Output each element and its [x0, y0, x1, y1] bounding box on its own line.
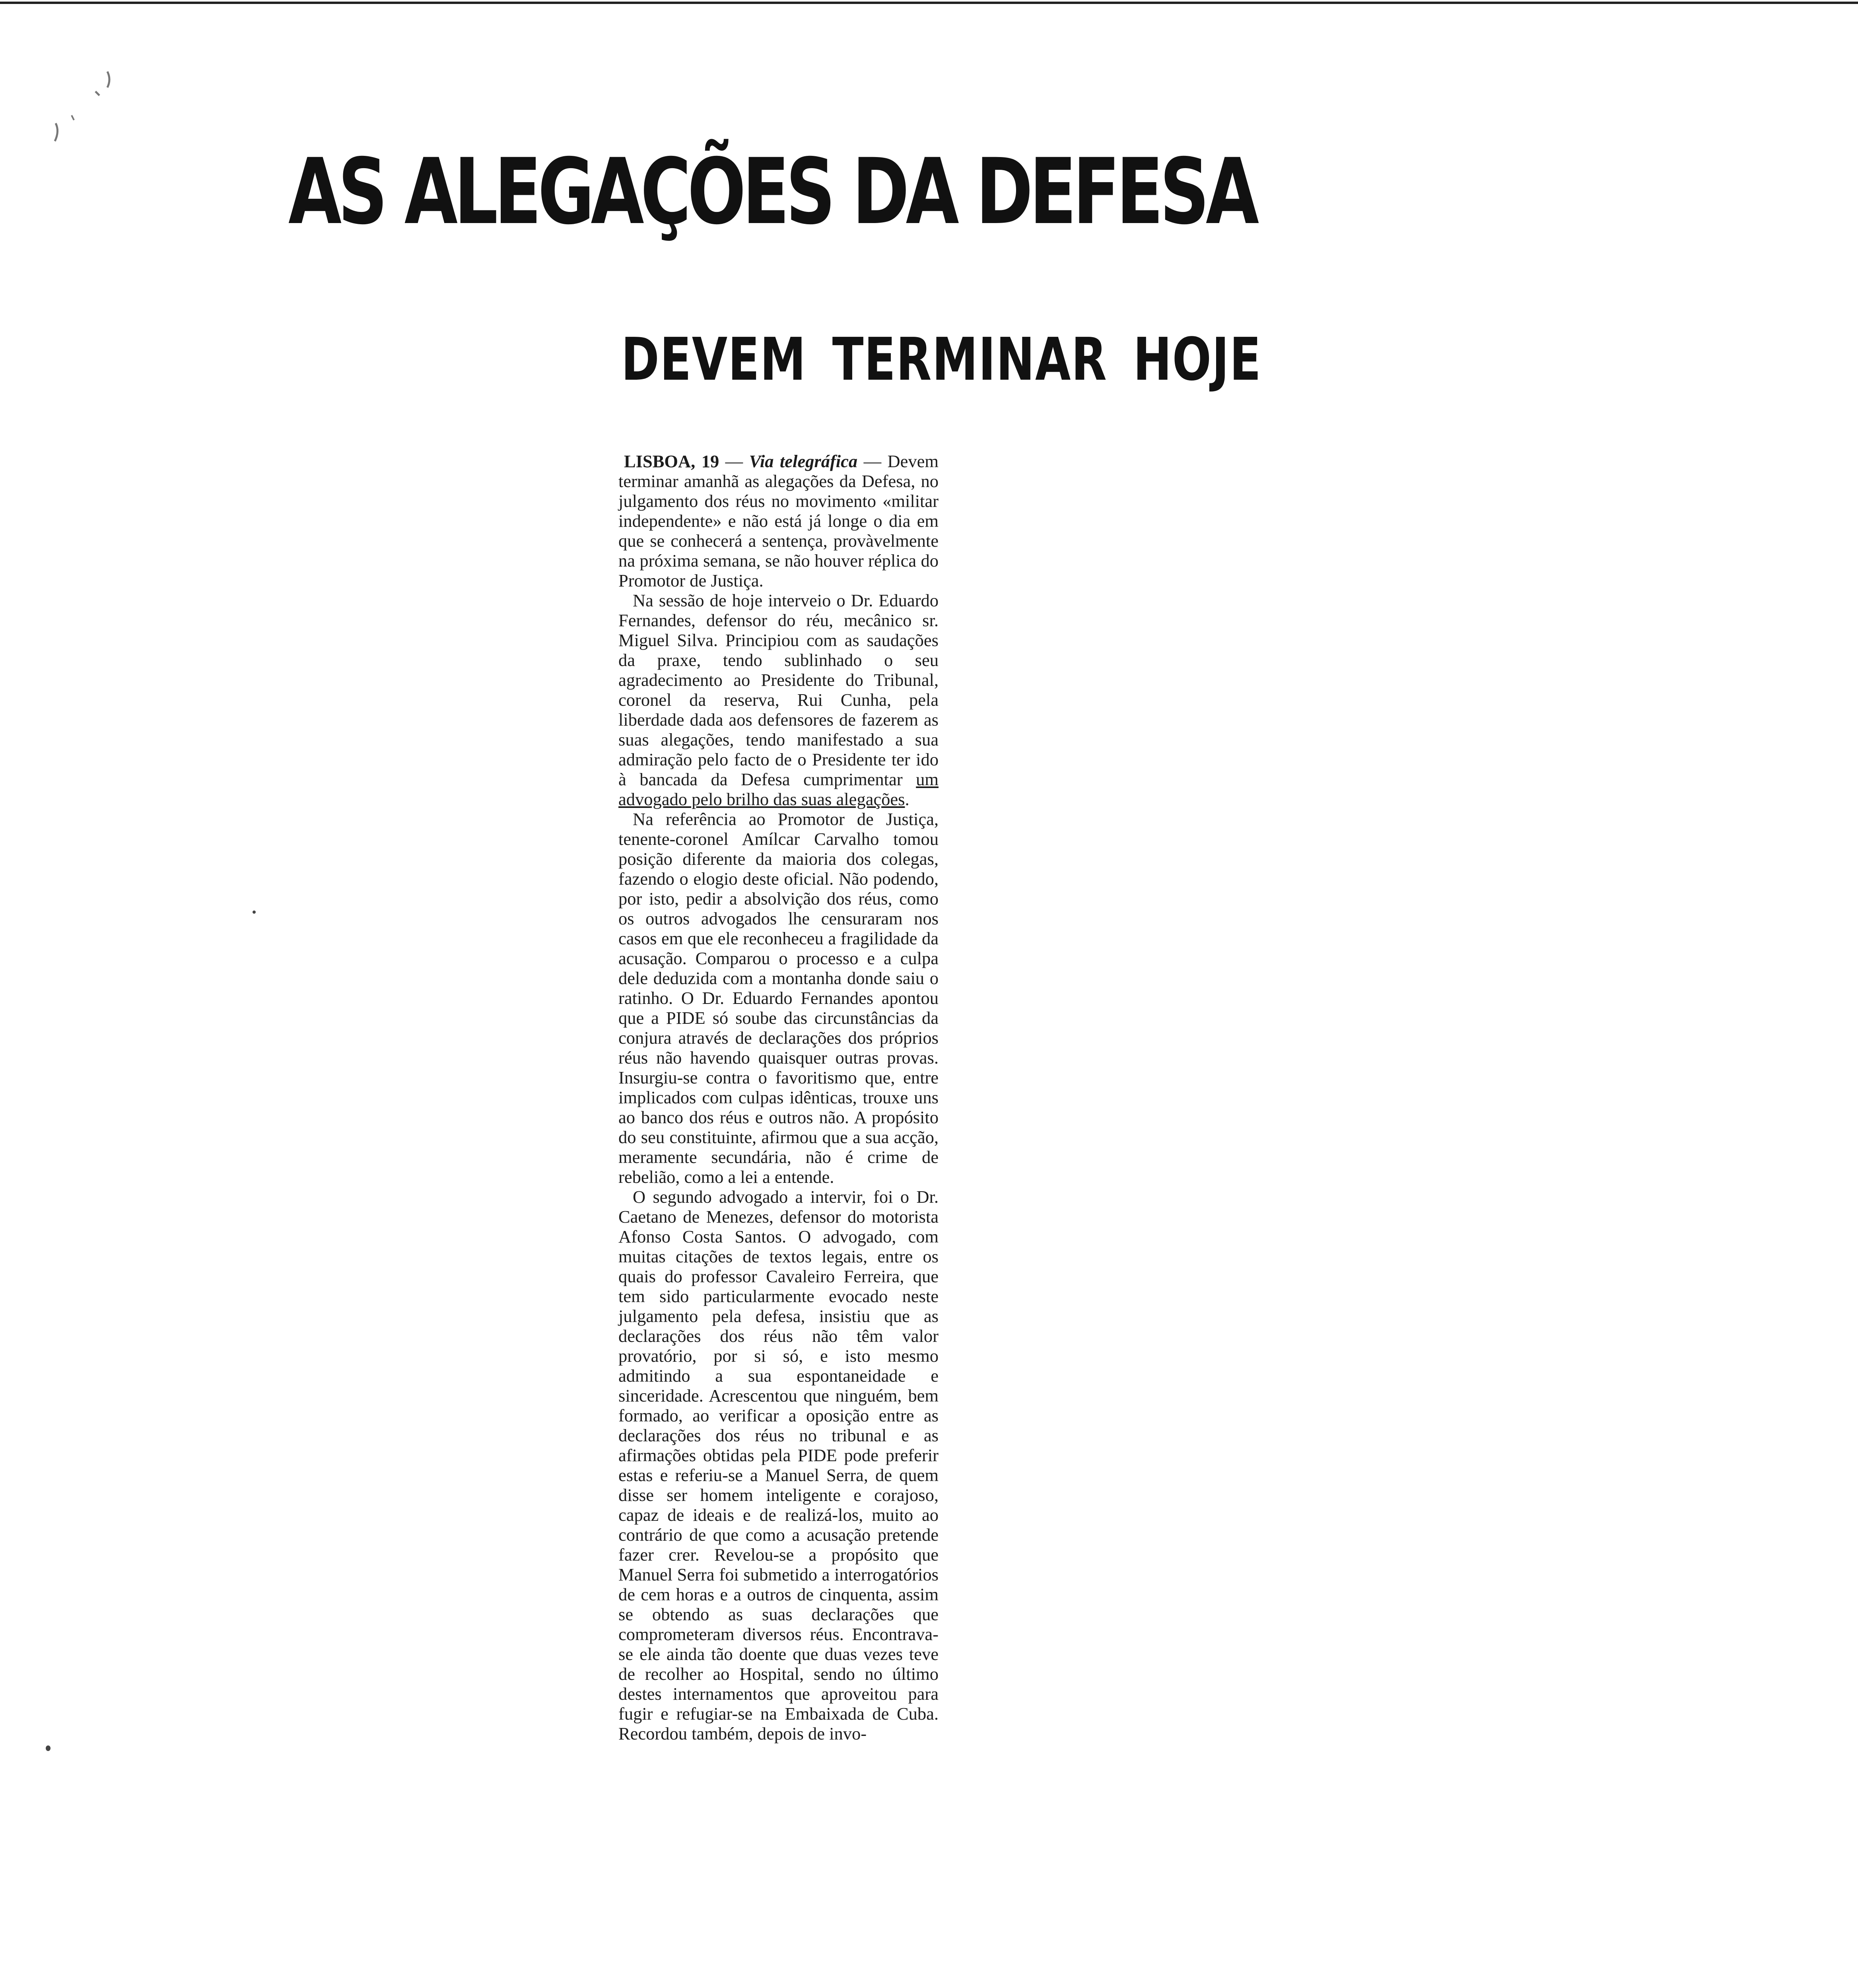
- headline: AS ALEGAÇÕES DA DEFESA: [288, 139, 1256, 245]
- article-body: [618, 451, 939, 1743]
- paragraph-4: O segundo advogado a intervir, foi o Dr. Caetano de Menezes, defensor do motorista Afonso Costa Santos. O advogado, com muitas citações de textos legais, entre os quais do professor Cavaleiro Ferreira, que tem sido particularmente evocado neste julgamento pela defesa, insistiu que as declarações dos réus não têm valor provatório, por si só, e isto mesmo admitindo a sua espontaneidade e sinceridade. Acrescentou que ninguém, bem formado, ao verificar a oposição entre as declarações dos réus no tribunal e as afirmações obtidas pela PIDE pode preferir estas e referiu-se a Manuel Serra, de quem disse ser homem inteligente e corajoso, capaz de ideais e de realizá-los, muito ao contrário de que como a acusação pretende fazer crer. Revelou-se a propósito que Manuel Serra foi submetido a interrogatórios de cem horas e a outros de cinquenta, assim se obtendo as suas declarações que comprometeram diversos réus. Encontrava-se ele ainda tão doente que duas vezes teve de recolher ao Hospital, sendo no último destes internamentos que aproveitou para fugir e refugiar-se na Embaixada de Cuba. Recordou também, depois de invo-: [618, 1187, 939, 1743]
- source-credit: Via telegráfica: [749, 451, 858, 471]
- top-border-line: [0, 2, 1858, 4]
- underlined-passage: um advogado pelo brilho das suas alegações: [618, 769, 939, 809]
- dateline: LISBOA, 19: [624, 451, 719, 471]
- dateline-dash: —: [719, 451, 749, 471]
- paragraph-1-text: — Devem terminar amanhã as alegações da Defesa, no julgamento dos réus no movimento «militar independente» e não está já longe o dia em que se conhecerá a sentença, provàvelmente na próxima semana, se não houver réplica do Promotor de Justiça.: [618, 451, 939, 590]
- scan-speck: [46, 1745, 51, 1751]
- paragraph-2: [618, 590, 939, 809]
- pencil-marks: [48, 56, 127, 151]
- paragraph-3: Na referência ao Promotor de Justiça, tenente-coronel Amílcar Carvalho tomou posição diferente da maioria dos colegas, fazendo o elogio deste oficial. Não podendo, por isto, pedir a absolvição dos réus, como os outros advogados lhe censuraram nos casos em que ele reconheceu a fragilidade da acusação. Comparou o processo e a culpa dele deduzida com a montanha donde saiu o ratinho. O Dr. Eduardo Fernandes apontou que a PIDE só soube das circunstâncias da conjura através de declarações dos próprios réus não havendo quaisquer outras provas. Insurgiu-se contra o favoritismo que, entre implicados com culpas idênticas, trouxe uns ao banco dos réus e outros não. A propósito do seu constituinte, afirmou que a sua acção, meramente secundária, não é crime de rebelião, como a lei a entende.: [618, 809, 939, 1187]
- paragraph-2-end: .: [905, 789, 910, 809]
- paragraph-2-text: Na sessão de hoje interveio o Dr. Eduardo Fernandes, defensor do réu, mecânico sr. Miguel Silva. Principiou com as saudações da praxe, tendo sublinhado o seu agradecimento ao Presidente do Tribunal, coronel da reserva, Rui Cunha, pela liberdade dada aos defensores de fazerem as suas alegações, tendo manifestado a sua admiração pelo facto de o Presidente ter ido à bancada da Defesa cumprimentar: [618, 590, 939, 789]
- paragraph-1: [618, 451, 939, 590]
- subheadline: DEVEM TERMINAR HOJE: [621, 325, 1262, 394]
- scan-speck: [253, 911, 256, 914]
